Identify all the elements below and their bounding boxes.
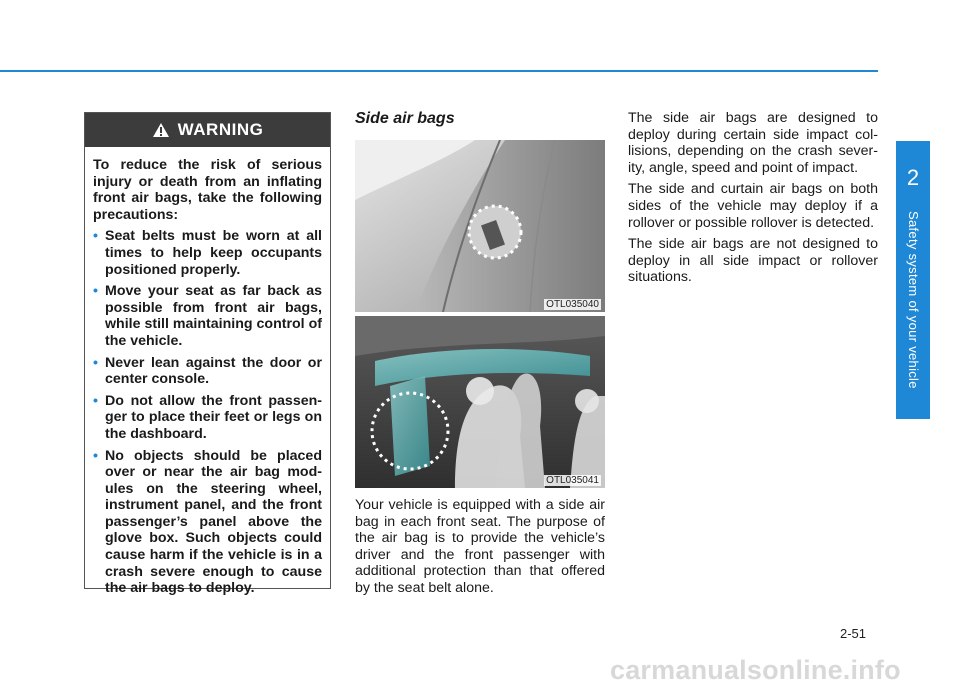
bullet-icon: • xyxy=(93,447,98,464)
body-paragraph: Your vehicle is equipped with a side air bag in each front seat. The purpose of the air bag is to provide the vehicle’s driver and the front passenger with additional protection than that offered by the seat belt alone. xyxy=(355,497,605,596)
body-paragraph: The side air bags are designed to deploy during certain side impact col-lisions, depending on the crash sever-ity, angle, speed and point of impact. xyxy=(628,110,878,176)
list-item: • Never lean against the door or center console. xyxy=(93,354,322,388)
seat-airbag-figure xyxy=(355,140,605,312)
section-title: Side air bags xyxy=(355,110,455,127)
warning-header xyxy=(85,113,330,147)
warning-icon xyxy=(152,122,170,138)
cabin-illustration xyxy=(355,316,605,488)
bullet-icon: • xyxy=(93,283,98,300)
list-item: • Move your seat as far back as possible from front air bags, while still maintaining control of the vehicle. xyxy=(93,283,322,349)
list-item: • Seat belts must be worn at all times to help keep occupants positioned properly. xyxy=(93,228,322,278)
figure-code: OTL035041 xyxy=(546,475,599,486)
warning-title: WARNING xyxy=(177,120,264,139)
right-column xyxy=(628,110,878,291)
list-item: • No objects should be placed over or near the air bag mod-ules on the steering wheel, instrument panel, and the front passenger’s panel above the glove box. Such objects could cause harm if the vehicle is in a crash severe enough to cause the air bags to deploy. xyxy=(93,447,322,597)
warning-list xyxy=(93,228,322,596)
curtain-airbag-figure xyxy=(355,316,605,488)
chapter-title: Safety system of your vehicle xyxy=(906,211,921,389)
body-paragraph: The side air bags are not designed to deploy in all side impact or rollover situations. xyxy=(628,236,878,286)
warning-intro: To reduce the risk of serious injury or death from an inflating front air bags, take the following precautions: xyxy=(93,157,322,223)
warning-box xyxy=(84,112,331,597)
header-rule xyxy=(0,70,878,72)
chapter-number: 2 xyxy=(906,165,920,190)
page-number: 2-51 xyxy=(840,626,867,641)
bullet-icon: • xyxy=(93,392,98,409)
bullet-icon: • xyxy=(93,228,98,245)
body-paragraph: The side and curtain air bags on both sides of the vehicle may deploy if a rollover or possible rollover is detected. xyxy=(628,181,878,231)
seat-illustration xyxy=(355,140,605,312)
footer-watermark: carmanualsonline.info xyxy=(610,655,901,685)
figure-code: OTL035040 xyxy=(546,299,599,310)
chapter-tab xyxy=(896,141,930,419)
list-item: • Do not allow the front passen-ger to place their feet or legs on the dashboard. xyxy=(93,392,322,442)
bullet-icon: • xyxy=(93,354,98,371)
